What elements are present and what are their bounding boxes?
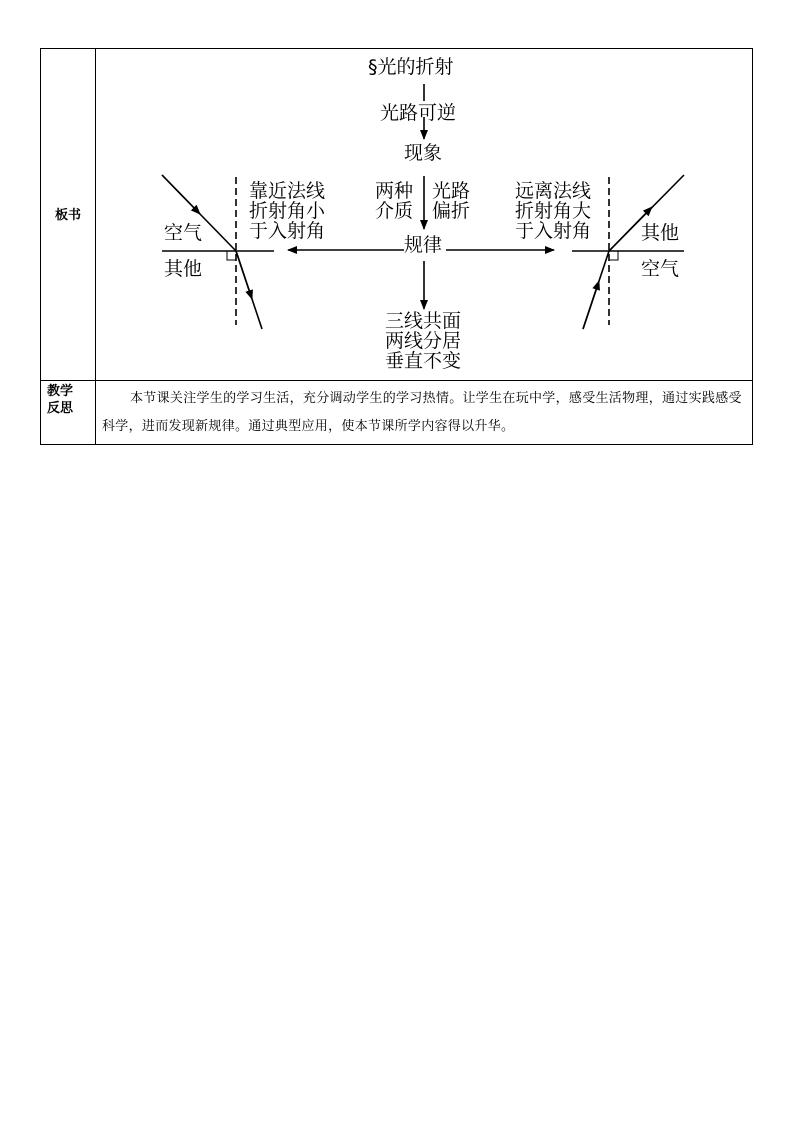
phenomenon-label: 现象 xyxy=(404,142,443,164)
board-title: §光的折射 xyxy=(368,56,454,78)
reflection-text: 本节课关注学生的学习生活，充分调动学生的学习热情。让学生在玩中学，感受生活物理，通过实践感受科学，进而发现新规律。通过典型应用，使本节课所学内容得以升华。 xyxy=(102,391,742,434)
three-lines-rule-label: 三线共面 两线分居 垂直不变 xyxy=(385,310,462,372)
left-right-angle-mark xyxy=(227,251,236,260)
reflection-label: 教学 反思 xyxy=(47,384,74,416)
lesson-table xyxy=(40,48,753,445)
reflection-content-cell xyxy=(95,380,753,445)
reversible-label: 光路可逆 xyxy=(380,102,457,124)
right-incident-arrow xyxy=(583,281,599,329)
left-other-label: 其他 xyxy=(164,258,203,280)
reflection-label-cell xyxy=(40,380,96,445)
law-label: 规律 xyxy=(404,234,443,256)
two-media-label: 两种 介质 xyxy=(375,180,414,222)
closer-normal-label: 靠近法线 折射角小 于入射角 xyxy=(249,180,326,242)
left-refracted-arrow xyxy=(236,251,252,299)
refraction-board-diagram xyxy=(96,49,752,380)
board-label: 板书 xyxy=(54,208,81,223)
left-incident-arrow xyxy=(162,175,200,214)
board-content-cell xyxy=(95,48,753,381)
right-right-angle-mark xyxy=(609,251,618,260)
away-normal-label: 远离法线 折射角大 于入射角 xyxy=(515,180,592,242)
right-air-label: 空气 xyxy=(641,258,680,280)
left-air-label: 空气 xyxy=(164,222,203,244)
board-label-cell xyxy=(40,48,96,381)
light-bent-label: 光路 偏折 xyxy=(432,180,471,222)
right-other-label: 其他 xyxy=(641,222,680,244)
